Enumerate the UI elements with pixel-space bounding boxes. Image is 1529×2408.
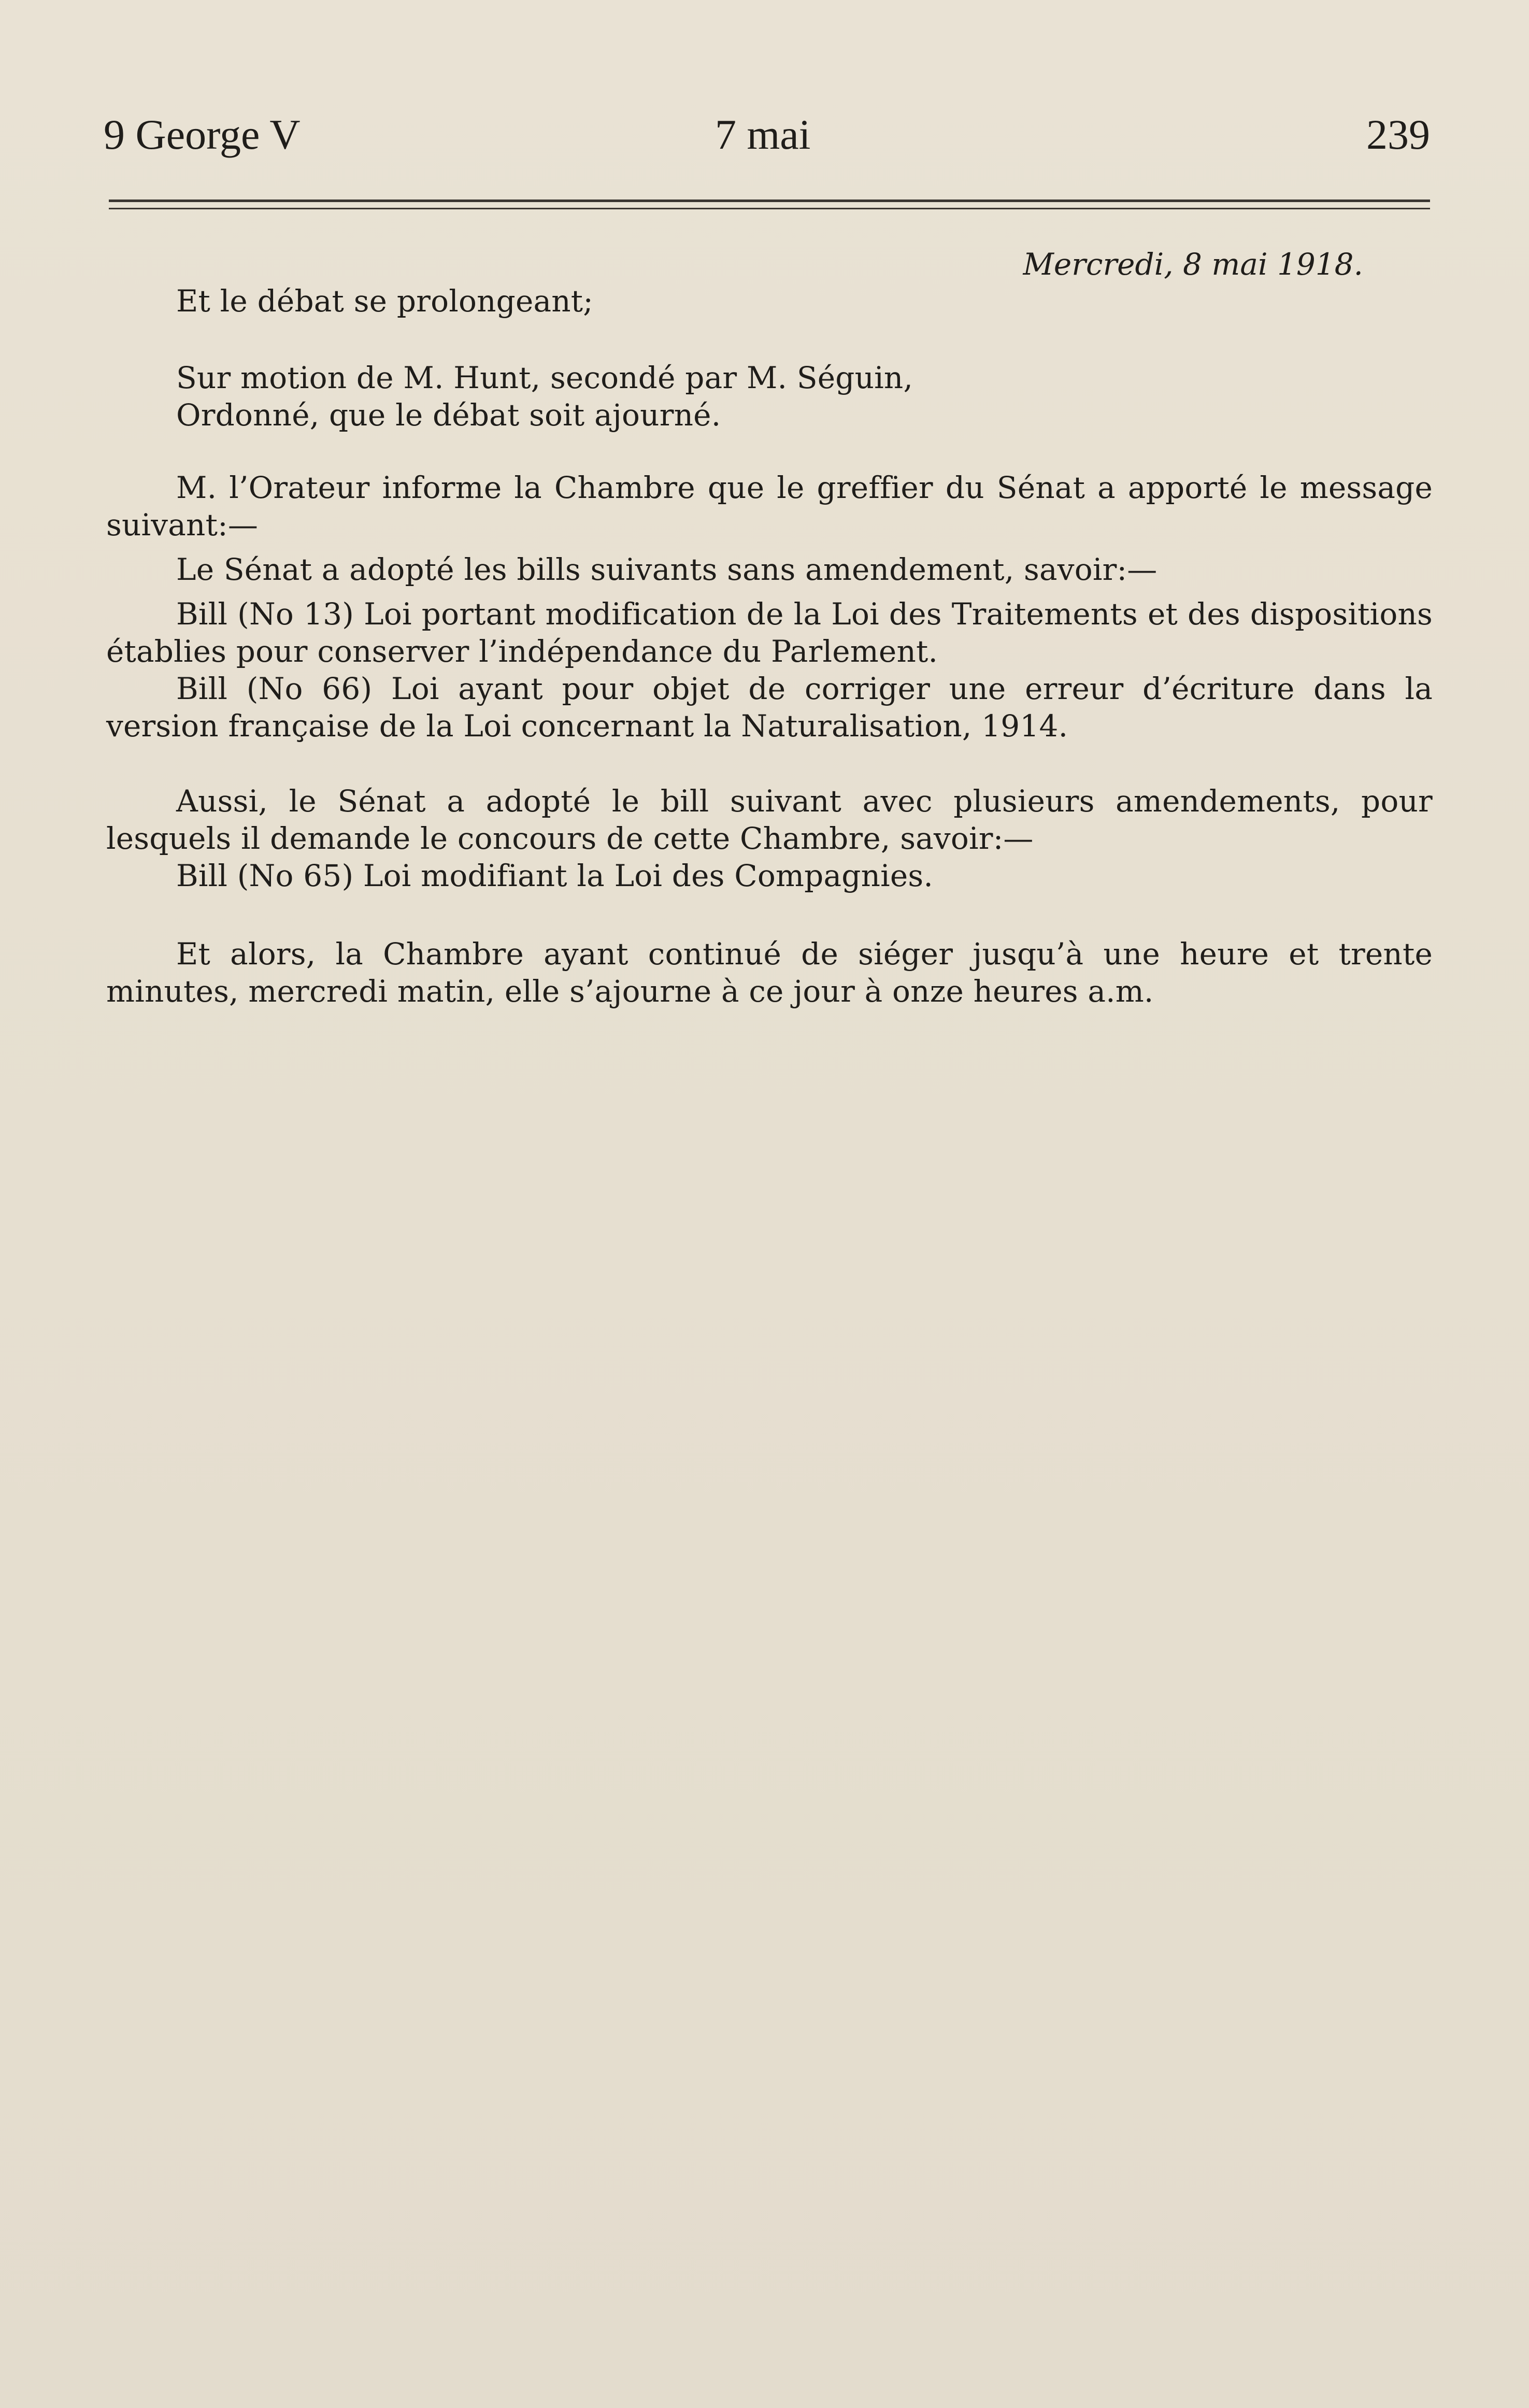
page-header — [104, 109, 1430, 161]
paragraph-debate — [106, 282, 1433, 320]
paragraph-text: Aussi, le Sénat a adopté le bill suivant avec plusieurs amendements, pour lesquels il demande le concours de cette Chambre, savoir:— — [106, 783, 1433, 856]
paragraph-text: Sur motion de M. Hunt, secondé par M. Séguin, — [176, 360, 913, 395]
paragraph-senate-message — [106, 469, 1433, 745]
paragraph-senate-amendments — [106, 782, 1433, 894]
header-rule-bottom — [109, 208, 1430, 209]
paragraph-motion — [106, 359, 1433, 434]
paragraph-text: Et alors, la Chambre ayant continué de siéger jusqu’à une heure et trente minutes, mercredi matin, elle s’ajourne à ce jour à onze heures a.m. — [106, 936, 1433, 1009]
paragraph-text: Et le débat se prolongeant; — [176, 283, 594, 319]
paragraph-text: Ordonné, que le débat soit ajourné. — [176, 397, 721, 433]
header-rule-top — [109, 200, 1430, 202]
paragraph-text: M. l’Orateur informe la Chambre que le greffier du Sénat a apporté le message suivant:— — [106, 470, 1433, 543]
paragraph-text: Le Sénat a adopté les bills suivants sans amendement, savoir:— — [176, 552, 1158, 587]
bill-66: Bill (No 66) Loi ayant pour objet de corriger une erreur d’écriture dans la version française de la Loi concernant la Naturalisation, 1914. — [106, 671, 1433, 744]
dateline: Mercredi, 8 mai 1918. — [1023, 247, 1363, 282]
bill-65: Bill (No 65) Loi modifiant la Loi des Compagnies. — [176, 858, 934, 893]
paragraph-adjournment — [106, 935, 1433, 1010]
page-number: 239 — [1366, 111, 1430, 158]
header-regnal-year: 9 George V — [104, 111, 301, 158]
bill-13: Bill (No 13) Loi portant modification de la Loi des Traitements et des dispositions établies pour conserver l’indépendance du Parlement. — [106, 596, 1433, 669]
header-date: 7 mai — [715, 111, 811, 158]
